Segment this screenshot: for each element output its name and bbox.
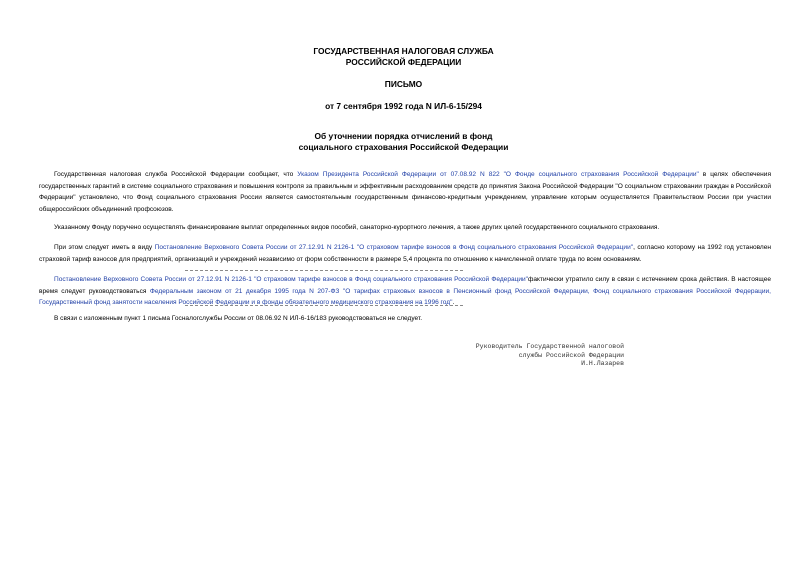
revision-marker-line <box>185 270 463 271</box>
paragraph-5-text: В связи с изложенным пункт 1 письма Госналогслужбы России от 08.06.92 N ИЛ-6-16/183 руководствоваться не следует. <box>54 315 423 322</box>
paragraph-4-text-a: фактически утратило силу в связи с истечением срока действия. В настоящее время следует руководствоваться <box>39 276 771 295</box>
document-subject-line2: социального страхования Российской Федерации <box>298 142 509 152</box>
paragraph-1 <box>39 169 771 216</box>
paragraph-2 <box>39 222 771 234</box>
agency-name-line2: РОССИЙСКОЙ ФЕДЕРАЦИИ <box>345 57 462 67</box>
resolution-2126-1-link[interactable]: Постановление Верховного Совета России от 27.12.91 N 2126-1 "О страховом тарифе взносов в Фонд социального страхования Российской Федерации" <box>154 244 634 251</box>
document-date-number: от 7 сентября 1992 года N ИЛ-6-15/294 <box>325 101 482 111</box>
paragraph-1-text-a: Государственная налоговая служба Российской Федерации сообщает, что <box>54 171 298 178</box>
paragraph-3-text-a: При этом следует иметь в виду <box>54 244 155 251</box>
paragraph-1-text-b: в целях обеспечения государственных гарантий в системе социального страхования и повышения контроля за правильным и эффективным расходованием средств до принятия Закона Российской Федерации "О социальном страховании граждан в Российской Федерации" установлено, что Фонд социального страхования России является самостоятельным государственным финансово-кредитным учреждением, управление которым осуществляется Правительством России при участии общероссийских объединений профсоюзов. <box>39 171 771 214</box>
paragraph-4-text-b: . <box>452 299 455 307</box>
federal-law-207-fz-link[interactable]: Федеральным законом от 21 декабря 1995 года N 207-ФЗ "О тарифах страховых взносов в Пенсионный фонд Российской Федерации, Фонд социального страхования Российской Федерации, Государственный фонд занятости населения Российской Федерации и в фонды обязательного медицинского страхования на 1996 год" <box>39 287 771 307</box>
paragraph-3 <box>39 242 771 265</box>
document-subject-line1: Об уточнении порядка отчислений в фонд <box>314 131 493 141</box>
signature-title-line1: Руководитель Государственной налоговой <box>475 343 624 350</box>
revision-marker-line-2 <box>185 305 463 306</box>
paragraph-5 <box>39 313 771 325</box>
decree-822-link[interactable]: Указом Президента Российской Федерации от 07.08.92 N 822 "О Фонде социального страхования Российской Федерации" <box>297 171 699 178</box>
paragraph-3-text-b: , согласно которому на 1992 год установлен страховой тариф взносов для предприятий, организаций и учреждений независимо от форм собственности в размере 5,4 процента по отношению к начисленной оплате труда по всем основаниям. <box>39 244 771 263</box>
document-type: ПИСЬМО <box>384 79 423 89</box>
agency-name-line1: ГОСУДАРСТВЕННАЯ НАЛОГОВАЯ СЛУЖБА <box>313 46 494 56</box>
signature-title-line2: службы Российской Федерации <box>518 351 624 359</box>
signature-block <box>476 343 624 369</box>
signatory-name: И.Н.Лазарев <box>581 360 624 368</box>
resolution-2126-1-link-2[interactable]: Постановление Верховного Совета России от 27.12.91 N 2126-1 "О страховом тарифе взносов в Фонд социального страхования Российской Федерации" <box>54 276 528 283</box>
paragraph-2-text: Указанному Фонду поручено осуществлять финансирование выплат определенных видов пособий, санаторно-курортного лечения, а также других целей государственного социального страхования. <box>54 224 660 231</box>
paragraph-4 <box>39 274 771 309</box>
